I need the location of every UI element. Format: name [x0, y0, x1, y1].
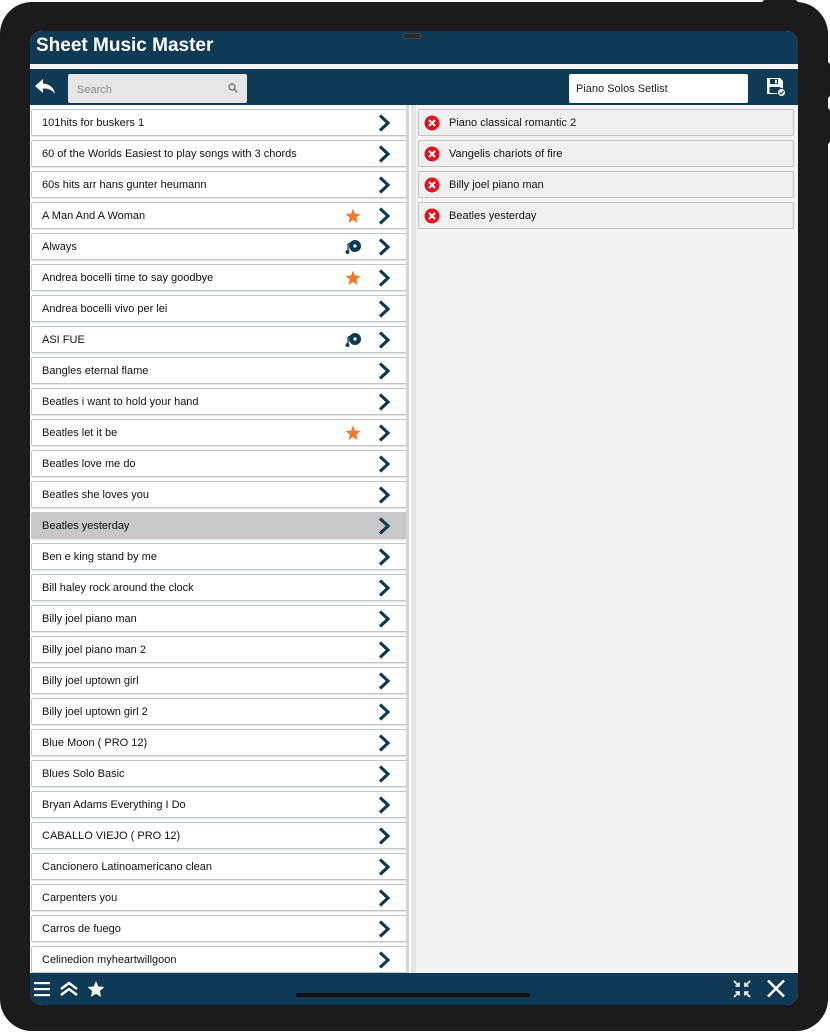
search-input[interactable]: [68, 74, 229, 105]
chevron-right-icon[interactable]: [377, 579, 391, 597]
song-title: Beatles love me do: [42, 458, 136, 470]
song-row[interactable]: [31, 853, 407, 880]
chevron-right-icon[interactable]: [377, 455, 391, 473]
setlist-row[interactable]: [418, 171, 794, 198]
bottom-toolbar: [30, 973, 798, 1005]
back-arrow-icon[interactable]: [34, 77, 56, 97]
song-row[interactable]: [31, 543, 407, 570]
song-row[interactable]: [31, 388, 407, 415]
song-title: Billy joel uptown girl 2: [42, 706, 148, 718]
chevron-right-icon[interactable]: [377, 486, 391, 504]
chevron-right-icon[interactable]: [377, 300, 391, 318]
song-row[interactable]: [31, 326, 407, 353]
song-title: Blue Moon ( PRO 12): [42, 737, 148, 749]
chevron-right-icon[interactable]: [377, 920, 391, 938]
song-title: Bryan Adams Everything I Do: [42, 799, 186, 811]
song-library-panel: [30, 105, 411, 973]
song-title: Beatles let it be: [42, 427, 118, 439]
favorite-star-icon: [345, 270, 361, 286]
song-title: 101hits for buskers 1: [42, 117, 145, 129]
song-row[interactable]: [31, 357, 407, 384]
chevron-right-icon[interactable]: [377, 889, 391, 907]
chevron-right-icon[interactable]: [377, 765, 391, 783]
search-icon[interactable]: [228, 83, 238, 93]
favorites-star-icon[interactable]: [86, 980, 106, 998]
setlist-name-field[interactable]: [569, 74, 748, 103]
song-title: Celinedion myheartwillgoon: [42, 954, 177, 966]
chevron-right-icon[interactable]: [377, 734, 391, 752]
song-title: Cancionero Latinoamericano clean: [42, 861, 212, 873]
search-box[interactable]: [68, 74, 247, 103]
chevron-right-icon[interactable]: [377, 331, 391, 349]
app-screen: [30, 31, 798, 1005]
setlist-title: Vangelis chariots of fire: [449, 148, 563, 160]
app-title: Sheet Music Master: [30, 31, 798, 64]
save-disk-icon[interactable]: [766, 77, 786, 97]
song-title: Billy joel piano man: [42, 613, 137, 625]
song-row[interactable]: [31, 574, 407, 601]
song-row[interactable]: [31, 729, 407, 756]
song-row[interactable]: [31, 605, 407, 632]
song-row[interactable]: [31, 109, 407, 136]
song-row[interactable]: [31, 667, 407, 694]
song-row[interactable]: [31, 512, 407, 539]
song-title: Bangles eternal flame: [42, 365, 149, 377]
setlist-items: [418, 109, 794, 233]
setlist-panel: [416, 105, 798, 973]
remove-circle-icon[interactable]: [424, 146, 440, 162]
setlist-row[interactable]: [418, 202, 794, 229]
song-title: Andrea bocelli time to say goodbye: [42, 272, 214, 284]
song-row[interactable]: [31, 419, 407, 446]
song-title: Billy joel uptown girl: [42, 675, 139, 687]
song-title: ASI FUE: [42, 334, 85, 346]
chevron-right-icon[interactable]: [377, 641, 391, 659]
chevron-right-icon[interactable]: [377, 796, 391, 814]
song-library-list: [30, 109, 407, 973]
song-row[interactable]: [31, 698, 407, 725]
song-title: Beatles i want to hold your hand: [42, 396, 199, 408]
song-row[interactable]: [31, 760, 407, 787]
chevron-right-icon[interactable]: [377, 827, 391, 845]
shrink-arrows-icon[interactable]: [732, 980, 752, 998]
volume-up-button: [824, 62, 830, 98]
song-title: A Man And A Woman: [42, 210, 146, 222]
collapse-up-icon[interactable]: [59, 980, 79, 998]
song-title: Andrea bocelli vivo per lei: [42, 303, 168, 315]
close-icon[interactable]: [766, 980, 786, 998]
remove-circle-icon[interactable]: [424, 208, 440, 224]
song-row[interactable]: [31, 233, 407, 260]
chevron-right-icon[interactable]: [377, 145, 391, 163]
remove-circle-icon[interactable]: [424, 177, 440, 193]
favorite-star-icon: [345, 208, 361, 224]
setlist-row[interactable]: [418, 109, 794, 136]
song-title: Billy joel piano man 2: [42, 644, 146, 656]
chevron-right-icon[interactable]: [377, 951, 391, 969]
song-row[interactable]: [31, 636, 407, 663]
power-button: [762, 0, 798, 6]
song-title: Bill haley rock around the clock: [42, 582, 194, 594]
song-row[interactable]: [31, 202, 407, 229]
song-title: CABALLO VIEJO ( PRO 12): [42, 830, 181, 842]
chevron-right-icon[interactable]: [377, 393, 391, 411]
chevron-right-icon[interactable]: [377, 517, 391, 535]
song-row[interactable]: [31, 884, 407, 911]
chevron-right-icon[interactable]: [377, 424, 391, 442]
audio-attached-icon: [345, 239, 361, 255]
song-title: Beatles she loves you: [42, 489, 150, 501]
chevron-right-icon[interactable]: [377, 610, 391, 628]
song-row[interactable]: [31, 295, 407, 322]
song-row[interactable]: [31, 264, 407, 291]
chevron-right-icon[interactable]: [377, 238, 391, 256]
song-title: Ben e king stand by me: [42, 551, 157, 563]
setlist-name-input[interactable]: [569, 74, 748, 103]
library-scrollbar[interactable]: [406, 105, 409, 973]
setlist-title: Beatles yesterday: [449, 210, 537, 222]
chevron-right-icon[interactable]: [377, 858, 391, 876]
remove-circle-icon[interactable]: [424, 115, 440, 131]
chevron-right-icon[interactable]: [377, 362, 391, 380]
front-camera: [403, 33, 421, 39]
song-title: Carros de fuego: [42, 923, 121, 935]
volume-down-button: [824, 108, 830, 144]
song-title: 60 of the Worlds Easiest to play songs with 3 chords: [42, 148, 297, 160]
toolbar: [30, 68, 798, 106]
song-row[interactable]: [31, 822, 407, 849]
home-indicator[interactable]: [296, 993, 530, 997]
chevron-right-icon[interactable]: [377, 114, 391, 132]
chevron-right-icon[interactable]: [377, 207, 391, 225]
setlist-row[interactable]: [418, 140, 794, 167]
song-title: Carpenters you: [42, 892, 118, 904]
song-row[interactable]: [31, 481, 407, 508]
song-title: Beatles yesterday: [42, 520, 130, 532]
audio-attached-icon: [345, 332, 361, 348]
chevron-right-icon[interactable]: [377, 176, 391, 194]
setlist-title: Piano classical romantic 2: [449, 117, 577, 129]
song-row[interactable]: [31, 140, 407, 167]
favorite-star-icon: [345, 425, 361, 441]
chevron-right-icon[interactable]: [377, 548, 391, 566]
setlist-title: Billy joel piano man: [449, 179, 544, 191]
song-row[interactable]: [31, 915, 407, 942]
song-row[interactable]: [31, 171, 407, 198]
song-row[interactable]: [31, 791, 407, 818]
chevron-right-icon[interactable]: [377, 269, 391, 287]
song-row[interactable]: [31, 946, 407, 973]
song-title: Blues Solo Basic: [42, 768, 125, 780]
menu-icon[interactable]: [33, 980, 53, 998]
chevron-right-icon[interactable]: [377, 703, 391, 721]
song-title: Always: [42, 241, 77, 253]
chevron-right-icon[interactable]: [377, 672, 391, 690]
song-row[interactable]: [31, 450, 407, 477]
song-title: 60s hits arr hans gunter heumann: [42, 179, 207, 191]
